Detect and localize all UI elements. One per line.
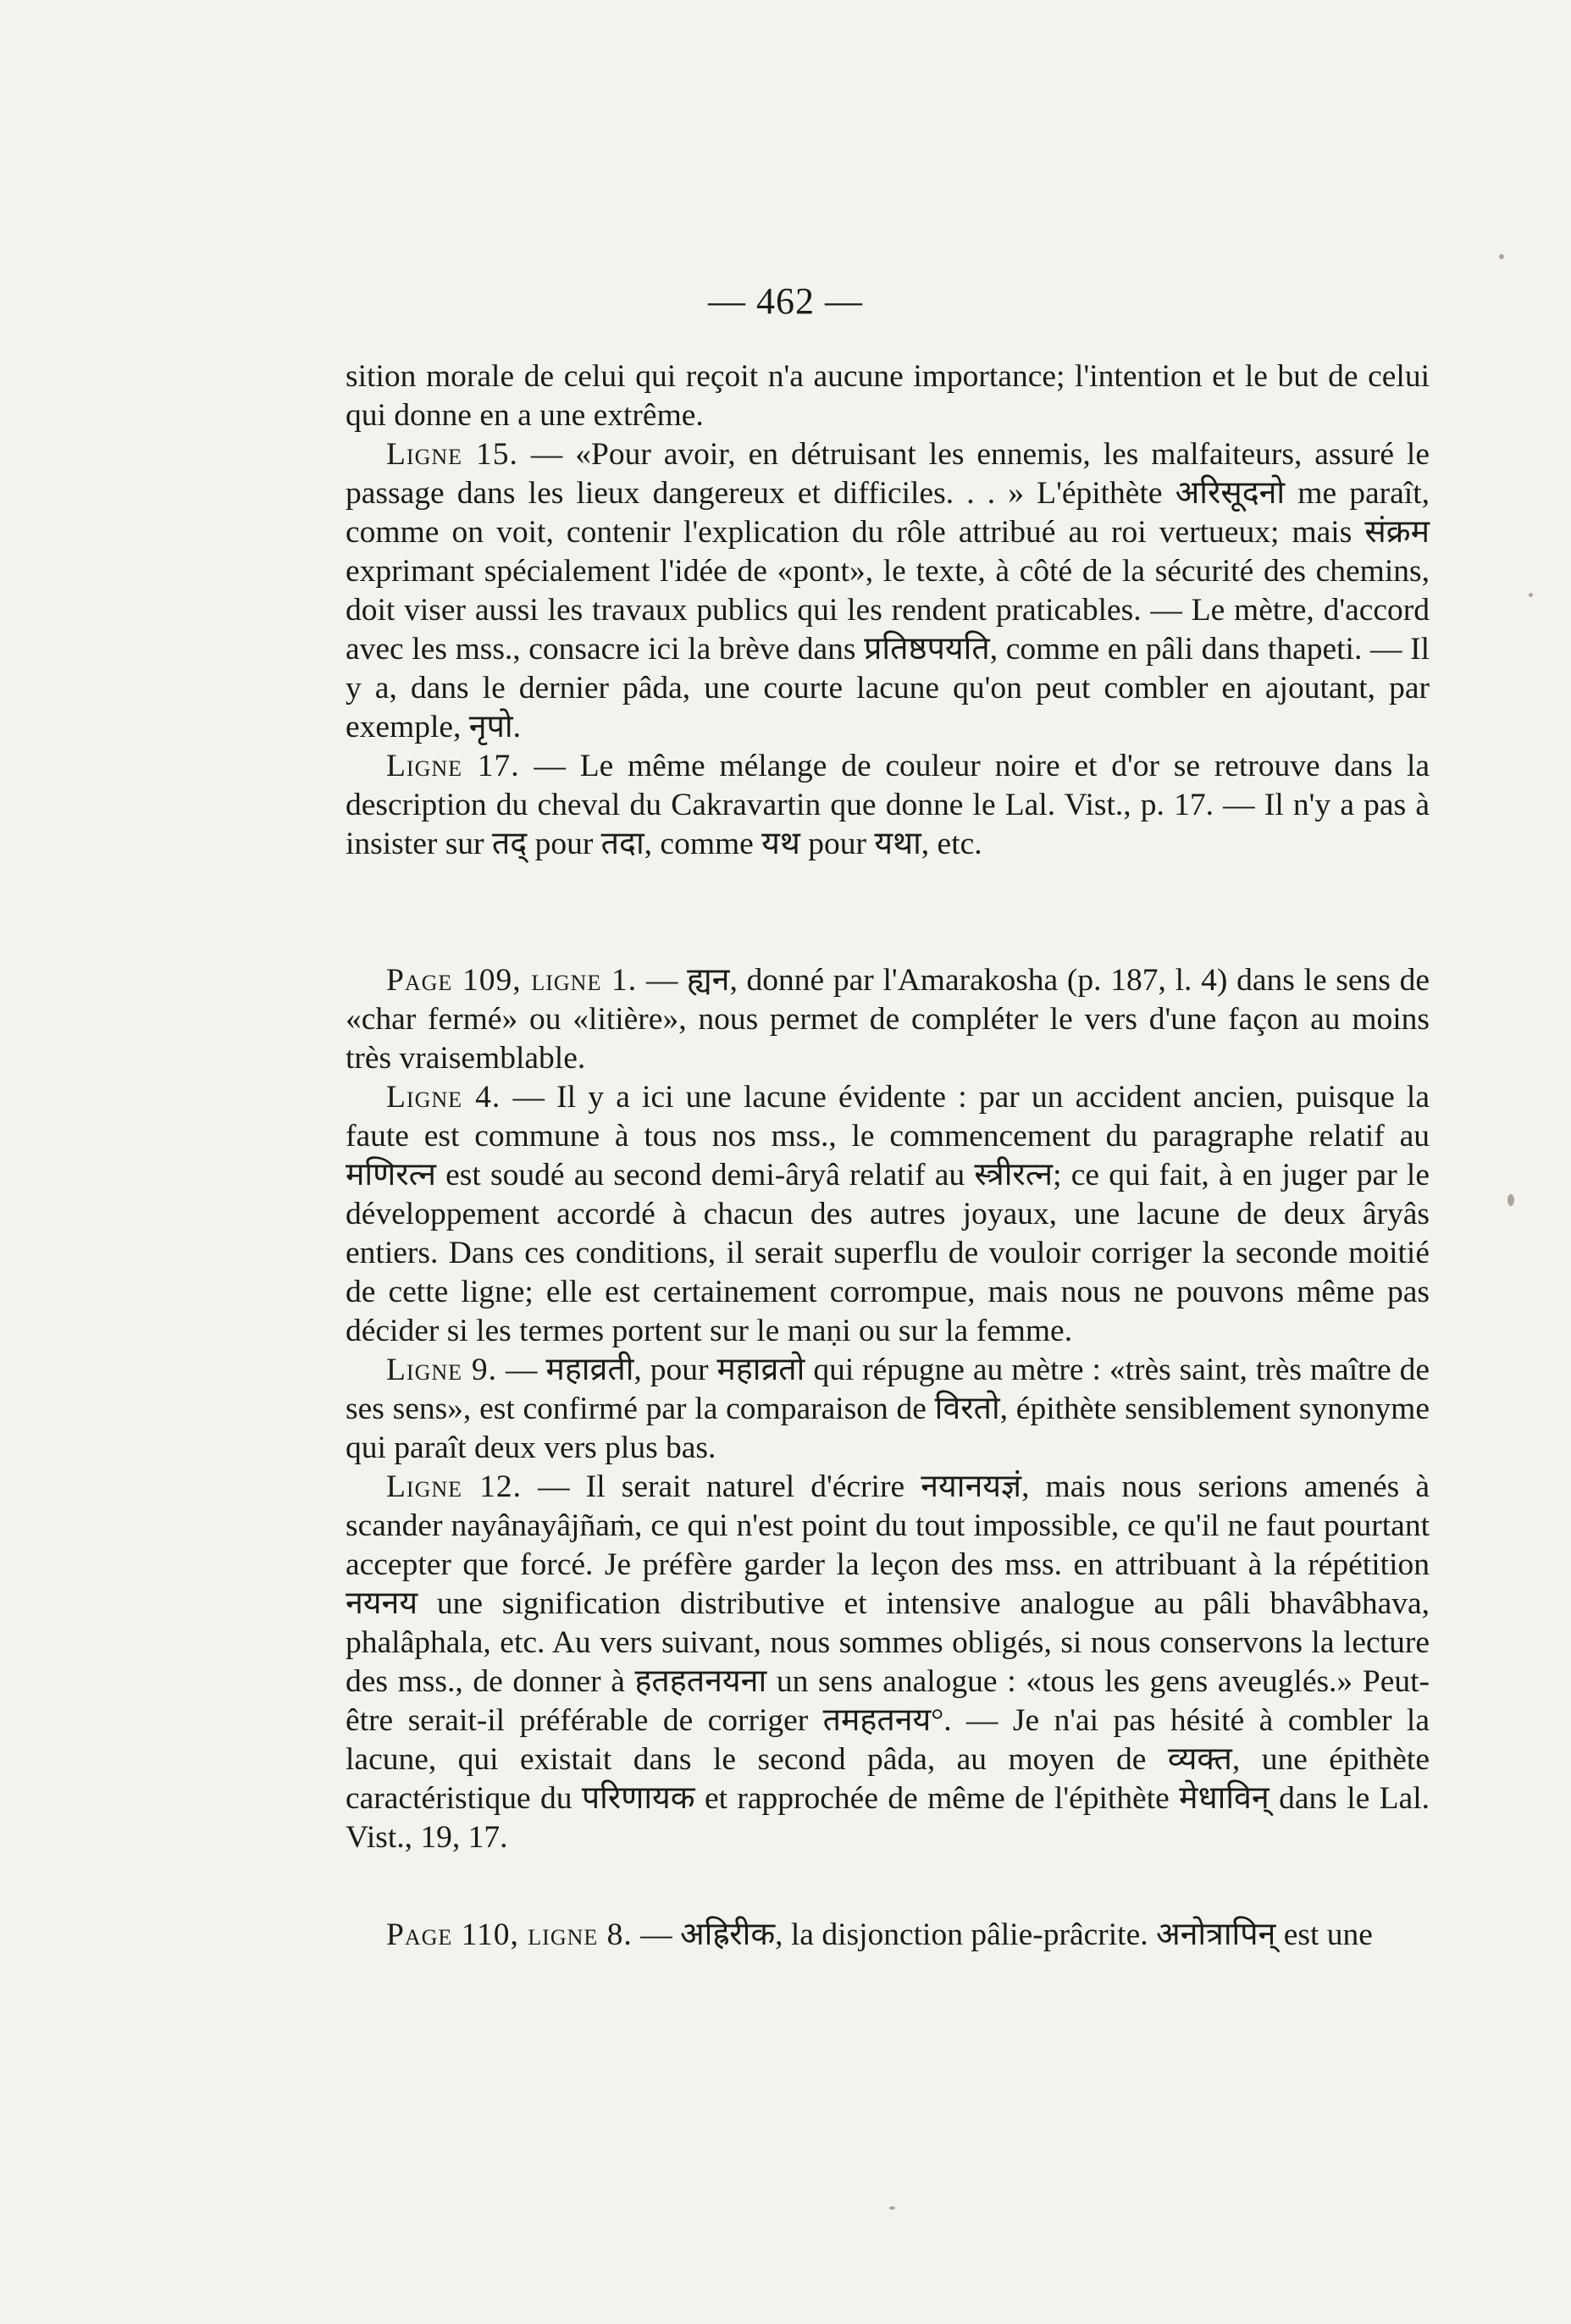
paragraph-label: Page 110, ligne 8. — [386, 1917, 633, 1952]
paragraph-label: Ligne 12. — [386, 1469, 522, 1504]
paragraph-label: Page 109, ligne 1. — [386, 963, 638, 998]
paragraph-ligne-15 — [346, 435, 1430, 747]
paragraph-label: Ligne 9. — [386, 1353, 498, 1387]
paragraph-ligne-17 — [346, 747, 1430, 864]
page-number: — 462 — — [708, 280, 863, 322]
paragraph-text: — Le même mélange de couleur noire et d'or se retrouve dans la description du cheval du Cakravartin que donne le Lal. Vist., p. 17. — Il n'y a pas à insister sur तद् pour तदा, comme यथ pour यथा, etc. — [346, 749, 1430, 861]
paragraph-text: — ह्यन, donné par l'Amarakosha (p. 187, l. 4) dans le sens de «char fermé» ou «litière», nous permet de compléter le vers d'une façon au moins très vraisemblable. — [346, 963, 1430, 1076]
paragraph-page-109-ligne-1 — [346, 961, 1430, 1078]
text-block-1 — [346, 357, 1430, 864]
paragraph-page-110-ligne-8 — [346, 1916, 1430, 1955]
paragraph-text: — Il y a ici une lacune évidente : par un accident ancien, puisque la faute est commune à tous nos mss., le commencement du paragraphe relatif au मणिरत्न est soudé au second demi-âryâ relatif au स्त्रीरत्न; ce qui fait, à en juger par le développement accordé à chacun des autres joyaux, une lacune de deux âryâs entiers. Dans ces conditions, il serait superflu de vouloir corriger la seconde moitié de cette ligne; elle est certainement corrompue, mais nous ne pouvons même pas décider si les termes portent sur le maṇi ou sur la femme. — [346, 1080, 1430, 1348]
paragraph-label: Ligne 4. — [386, 1080, 501, 1115]
text-block-2 — [346, 961, 1430, 1857]
ink-speck — [1529, 593, 1533, 597]
paragraph-text: — «Pour avoir, en détruisant les ennemis, les malfaiteurs, assuré le passage dans les lieux dangereux et difficiles. . . » L'épithète अरिसूदनो me paraît, comme on voit, contenir l'explication du rôle attribué au roi vertueux; mais संक्रम exprimant spécialement l'idée de «pont», le texte, à côté de la sécurité des chemins, doit viser aussi les travaux publics qui les rendent praticables. — Le mètre, d'accord avec les mss., consacre ici la brève dans प्रतिष्ठपयति, comme en pâli dans thapeti. — Il y a, dans le dernier pâda, une courte lacune qu'on peut combler en ajoutant, par exemple, नृपो. — [346, 437, 1430, 744]
paragraph-text: — Il serait naturel d'écrire नयानयज्ञं, mais nous serions amenés à scander nayânayâjñaṁ, ce qui n'est point du tout impossible, ce qu'il ne faut pourtant accepter que forcé. Je préfère garder la leçon des mss. en attribuant à la répétition नयनय une signification distributive et intensive analogue au pâli bhavâbhava, phalâphala, etc. Au vers suivant, nous sommes obligés, si nous conservons la lecture des mss., de donner à हतहतनयना un sens analogue : «tous les gens aveuglés.» Peut-être serait-il préférable de corriger तमहतनय°. — Je n'ai pas hésité à combler la lacune, qui existait dans le second pâda, au moyen de व्यक्त, une épithète caractéristique du परिणायक et rapprochée de même de l'épithète मेधाविन् dans le Lal. Vist., 19, 17. — [346, 1469, 1430, 1855]
paragraph-label: Ligne 15. — [386, 437, 518, 472]
paragraph-text: sition morale de celui qui reçoit n'a aucune importance; l'intention et le but de celui qui donne en a une extrême. — [346, 359, 1430, 433]
paragraph-label: Ligne 17. — [386, 749, 520, 783]
paragraph-ligne-12 — [346, 1468, 1430, 1857]
paragraph-continuation — [346, 357, 1430, 435]
paragraph-ligne-4 — [346, 1078, 1430, 1351]
ink-speck — [889, 2206, 895, 2210]
text-block-3 — [346, 1916, 1430, 1955]
ink-speck — [1507, 1194, 1514, 1206]
paragraph-text: — महाव्रती, pour महाव्रतो qui répugne au mètre : «très saint, très maître de ses sens», est confirmé par la comparaison de विरतो, épithète sensiblement synonyme qui paraît deux vers plus bas. — [346, 1353, 1430, 1465]
paragraph-text: — अह्रिरीक, la disjonction pâlie-prâcrite. अनोत्रापिन् est une — [632, 1917, 1373, 1952]
paragraph-ligne-9 — [346, 1351, 1430, 1468]
ink-speck — [1499, 254, 1504, 259]
